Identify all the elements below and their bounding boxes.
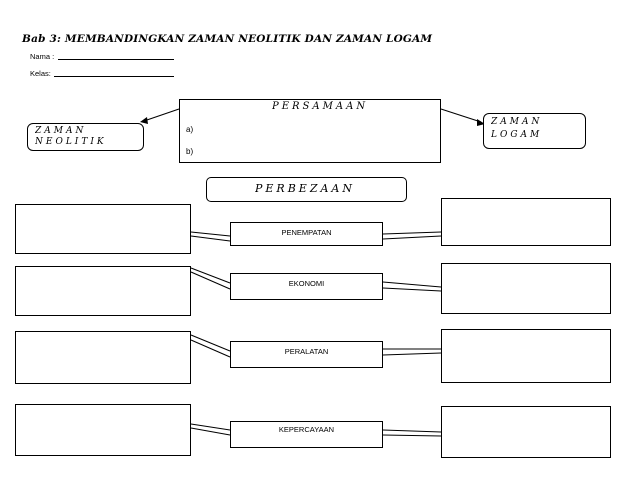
- left-era-line2: NEOLITIK: [35, 137, 107, 147]
- left-era-line1: ZAMAN: [35, 126, 87, 136]
- persamaan-item-a: a): [186, 125, 194, 134]
- persamaan-item-b: b): [186, 147, 194, 156]
- category-kepercayaan: [230, 421, 383, 448]
- right-era-line2: LOGAM: [491, 130, 543, 140]
- zaman-neolitik-box: [27, 123, 144, 151]
- persamaan-box[interactable]: [179, 99, 441, 163]
- category-kepercayaan-label: KEPERCAYAAN: [278, 425, 335, 434]
- logam-peralatan-answer-box[interactable]: [441, 329, 611, 383]
- category-peralatan: [230, 341, 383, 368]
- logam-ekonomi-answer-box[interactable]: [441, 263, 611, 314]
- neolitik-ekonomi-answer-box[interactable]: [15, 266, 191, 316]
- neolitik-penempatan-answer-box[interactable]: [15, 204, 191, 254]
- neolitik-peralatan-answer-box[interactable]: [15, 331, 191, 384]
- logam-kepercayaan-answer-box[interactable]: [441, 406, 611, 458]
- perbezaan-heading: PERBEZAAN: [255, 182, 355, 195]
- nama-label: Nama :: [30, 52, 55, 61]
- right-era-line1: ZAMAN: [491, 117, 543, 127]
- persamaan-heading: PERSAMAAN: [272, 101, 369, 112]
- category-ekonomi: [230, 273, 383, 300]
- perbezaan-box: [206, 177, 407, 202]
- zaman-logam-box: [483, 113, 586, 149]
- neolitik-kepercayaan-answer-box[interactable]: [15, 404, 191, 456]
- category-penempatan-label: PENEMPATAN: [281, 228, 332, 237]
- category-penempatan: [230, 222, 383, 246]
- worksheet-title: Bab 3: MEMBANDINGKAN ZAMAN NEOLITIK DAN ZAMAN LOGAM: [22, 33, 433, 45]
- kelas-label: Kelas:: [30, 69, 51, 78]
- logam-penempatan-answer-box[interactable]: [441, 198, 611, 246]
- category-peralatan-label: PERALATAN: [284, 347, 329, 356]
- category-ekonomi-label: EKONOMI: [288, 279, 325, 288]
